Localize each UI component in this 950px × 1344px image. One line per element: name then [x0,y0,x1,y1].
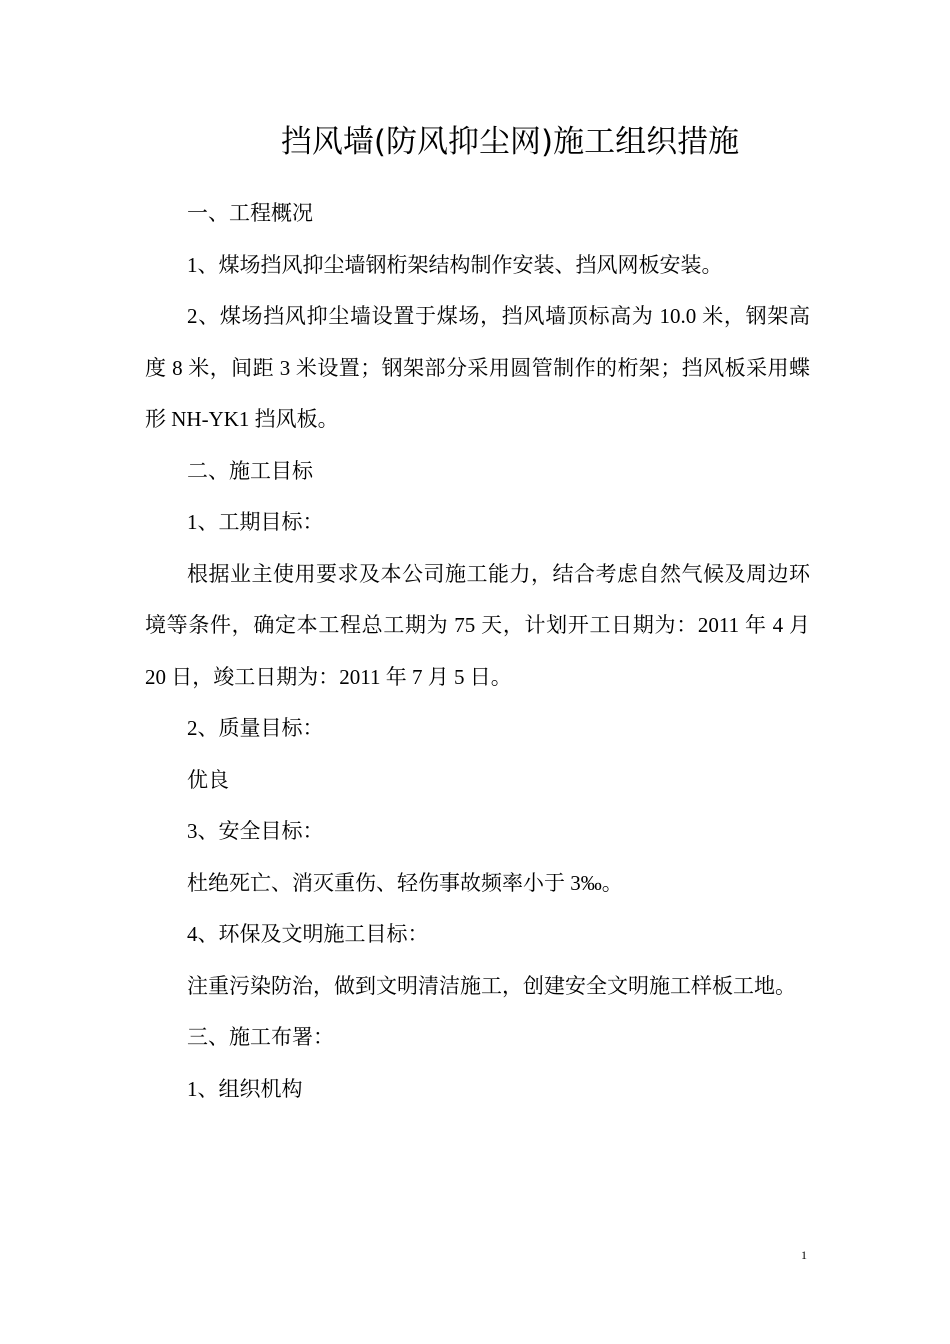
paragraph-safety: 杜绝死亡、消灭重伤、轻伤事故频率小于 3‰。 [187,870,623,895]
section-heading-construction-layout: 三、施工布署： [187,1025,334,1049]
section-heading-project-overview: 一、工程概况 [187,201,313,225]
page-number: 1 [801,1248,807,1262]
section-heading-construction-goals: 二、施工目标 [187,458,313,483]
subheading-quality-goal: 2、质量目标： [187,716,324,740]
paragraph-scope: 1、煤场挡风抑尘墙钢桁架结构制作安装、挡风网板安装。 [187,252,723,277]
subheading-environment-goal: 4、环保及文明施工目标： [187,922,429,946]
document-body [145,188,810,1115]
subheading-schedule-goal: 1、工期目标： [187,510,324,534]
paragraph-schedule: 根据业主使用要求及本公司施工能力，结合考虑自然气候及周边环境等条件，确定本工程总工期为 75 天，计划开工日期为：2011 年 4 月 20 日，竣工日期为：2011 年 7 月 5 日。 [145,561,810,689]
subheading-safety-goal: 3、安全目标： [187,819,324,843]
subheading-organization: 1、组织机构 [187,1076,303,1101]
paragraph-quality: 优良 [187,767,229,792]
paragraph-structure-details: 2、煤场挡风抑尘墙设置于煤场，挡风墙顶标高为 10.0 米，钢架高度 8 米，间距 3 米设置；钢架部分采用圆管制作的桁架；挡风板采用蝶形 NH-YK1 挡风板。 [145,304,810,431]
document-title: 挡风墙(防风抑尘网)施工组织措施 [280,124,740,160]
paragraph-environment: 注重污染防治，做到文明清洁施工，创建安全文明施工样板工地。 [187,973,796,998]
